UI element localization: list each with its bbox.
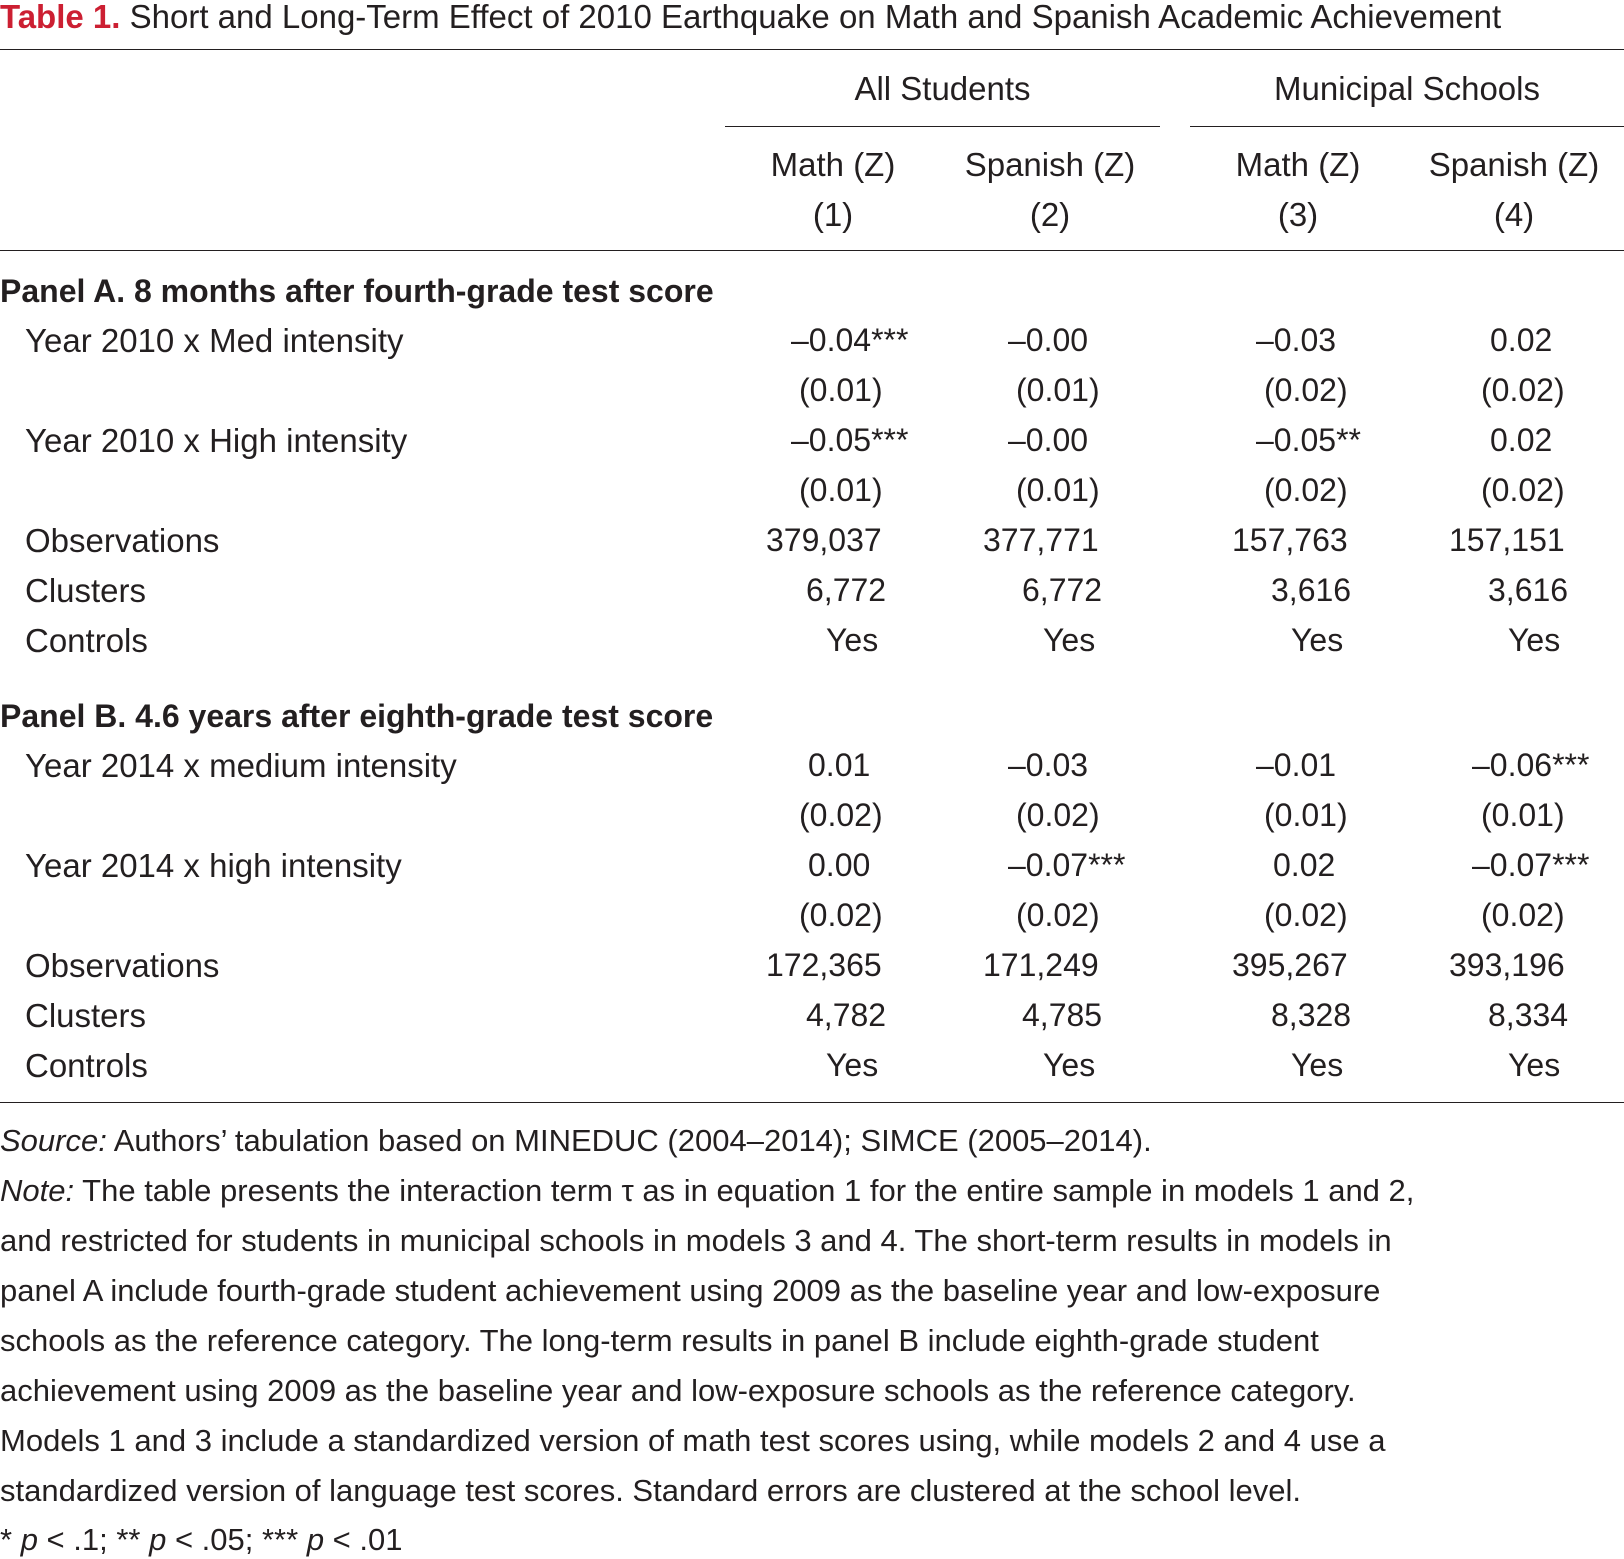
note-text: The table presents the interaction term τ as in equation 1 for the entire sample in models 1 and 2, <box>74 1173 1415 1208</box>
table-cell: –0.01 <box>1256 747 1337 783</box>
table-cell: 3,616 <box>1488 572 1569 608</box>
table-cell: 0.02 <box>1490 422 1553 458</box>
row-label: Year 2010 x High intensity <box>25 422 408 459</box>
row-label: Observations <box>25 522 220 559</box>
table-cell: Yes <box>1508 1047 1561 1083</box>
table-cell: (0.01) <box>799 472 883 508</box>
table-cell: (0.02) <box>799 797 883 833</box>
group-rule-municipal-schools <box>1190 126 1624 127</box>
table-cell: 379,037 <box>766 522 882 558</box>
table-cell: 157,763 <box>1232 522 1348 558</box>
group-header-all-students: All Students <box>854 70 1031 107</box>
table-cell: (0.01) <box>1016 372 1100 408</box>
note-line: standardized version of language test scores. Standard errors are clustered at the school level. <box>0 1473 1302 1508</box>
significance-legend <box>0 1524 403 1555</box>
source-text: Authors’ tabulation based on MINEDUC (2004–2014); SIMCE (2005–2014). <box>106 1123 1152 1158</box>
col-number-1: (1) <box>812 196 854 233</box>
table-cell: 8,328 <box>1271 997 1352 1033</box>
row-label: Year 2014 x medium intensity <box>25 747 457 784</box>
table-cell: (0.01) <box>799 372 883 408</box>
table-cell: –0.06*** <box>1472 747 1590 783</box>
sig-part: < .01 <box>324 1522 403 1557</box>
row-label: Clusters <box>25 997 147 1034</box>
group-rule-all-students <box>725 126 1160 127</box>
col-header-2: Spanish (Z) <box>964 146 1136 183</box>
row-label: Observations <box>25 947 220 984</box>
bottom-rule <box>0 1102 1624 1103</box>
table-cell: (0.02) <box>1481 372 1565 408</box>
table-cell: –0.05*** <box>791 422 909 458</box>
table-cell: –0.07*** <box>1472 847 1590 883</box>
table-cell: (0.02) <box>1264 372 1348 408</box>
table-cell: 4,785 <box>1022 997 1103 1033</box>
table-cell: 0.00 <box>808 847 871 883</box>
table-cell: (0.02) <box>799 897 883 933</box>
table-cell: 172,365 <box>766 947 882 983</box>
note-line: Models 1 and 3 include a standardized version of math test scores using, while models 2 and 4 use a <box>0 1423 1386 1458</box>
sig-part: < .1; ** <box>37 1522 150 1557</box>
table-cell: –0.00 <box>1008 422 1089 458</box>
col-number-3: (3) <box>1277 196 1319 233</box>
sig-part-p: p <box>20 1522 38 1557</box>
sig-part: < .05; *** <box>166 1522 307 1557</box>
table-cell: 0.02 <box>1273 847 1336 883</box>
table-cell: 0.01 <box>808 747 871 783</box>
table-cell: –0.05** <box>1256 422 1361 458</box>
table-cell: Yes <box>1043 622 1096 658</box>
table-cell: Yes <box>1508 622 1561 658</box>
note-line: schools as the reference category. The long-term results in panel B include eighth-grade student <box>0 1323 1319 1358</box>
table-cell: 157,151 <box>1449 522 1565 558</box>
top-rule <box>0 49 1624 50</box>
row-label: Year 2014 x high intensity <box>25 847 402 884</box>
table-cell: –0.03 <box>1256 322 1337 358</box>
panel-a-title: Panel A. 8 months after fourth-grade test score <box>0 273 714 309</box>
table-cell: –0.04*** <box>791 322 909 358</box>
note-line: panel A include fourth-grade student achievement using 2009 as the baseline year and low-exposure <box>0 1273 1381 1308</box>
table-title <box>0 0 1501 33</box>
note-line: and restricted for students in municipal schools in models 3 and 4. The short-term results in models in <box>0 1223 1392 1258</box>
table-cell: 171,249 <box>983 947 1099 983</box>
table-title-text: Short and Long-Term Effect of 2010 Earthquake on Math and Spanish Academic Achievement <box>129 0 1502 35</box>
row-label: Controls <box>25 1047 148 1084</box>
table-cell: 0.02 <box>1490 322 1553 358</box>
table-cell: 3,616 <box>1271 572 1352 608</box>
source-label: Source: <box>0 1123 107 1158</box>
table-label: Table 1. <box>0 0 121 35</box>
table-cell: (0.01) <box>1481 797 1565 833</box>
table-cell: (0.01) <box>1016 472 1100 508</box>
table-cell: 377,771 <box>983 522 1099 558</box>
table-cell: 4,782 <box>806 997 887 1033</box>
table-cell: Yes <box>1291 622 1344 658</box>
note-line <box>0 1175 1414 1206</box>
header-rule <box>0 250 1624 251</box>
row-label: Year 2010 x Med intensity <box>25 322 404 359</box>
table-cell: (0.02) <box>1481 897 1565 933</box>
table-cell: (0.01) <box>1264 797 1348 833</box>
sig-part: * <box>0 1522 21 1557</box>
table-cell: 8,334 <box>1488 997 1569 1033</box>
table-cell: Yes <box>1291 1047 1344 1083</box>
table-cell: 6,772 <box>806 572 887 608</box>
col-number-4: (4) <box>1493 196 1535 233</box>
table-cell: (0.02) <box>1016 897 1100 933</box>
table-cell: (0.02) <box>1016 797 1100 833</box>
table-cell: Yes <box>826 1047 879 1083</box>
table-cell: 6,772 <box>1022 572 1103 608</box>
note-label: Note: <box>0 1173 75 1208</box>
table-cell: –0.00 <box>1008 322 1089 358</box>
table-cell: 395,267 <box>1232 947 1348 983</box>
note-line: achievement using 2009 as the baseline year and low-exposure schools as the reference category. <box>0 1373 1356 1408</box>
source-line <box>0 1125 1152 1156</box>
col-header-1: Math (Z) <box>770 146 896 183</box>
sig-part-p: p <box>149 1522 167 1557</box>
table-cell: (0.02) <box>1481 472 1565 508</box>
table-cell: (0.02) <box>1264 897 1348 933</box>
sig-part-p: p <box>306 1522 325 1557</box>
table-cell: Yes <box>1043 1047 1096 1083</box>
col-number-2: (2) <box>1029 196 1071 233</box>
col-header-4: Spanish (Z) <box>1428 146 1600 183</box>
col-header-3: Math (Z) <box>1235 146 1361 183</box>
row-label: Controls <box>25 622 148 659</box>
table-cell: (0.02) <box>1264 472 1348 508</box>
table-cell: 393,196 <box>1449 947 1565 983</box>
row-label: Clusters <box>25 572 147 609</box>
group-header-municipal-schools: Municipal Schools <box>1274 70 1540 107</box>
table-cell: Yes <box>826 622 879 658</box>
table-cell: –0.03 <box>1008 747 1089 783</box>
panel-b-title: Panel B. 4.6 years after eighth-grade test score <box>0 698 714 734</box>
table-cell: –0.07*** <box>1008 847 1126 883</box>
